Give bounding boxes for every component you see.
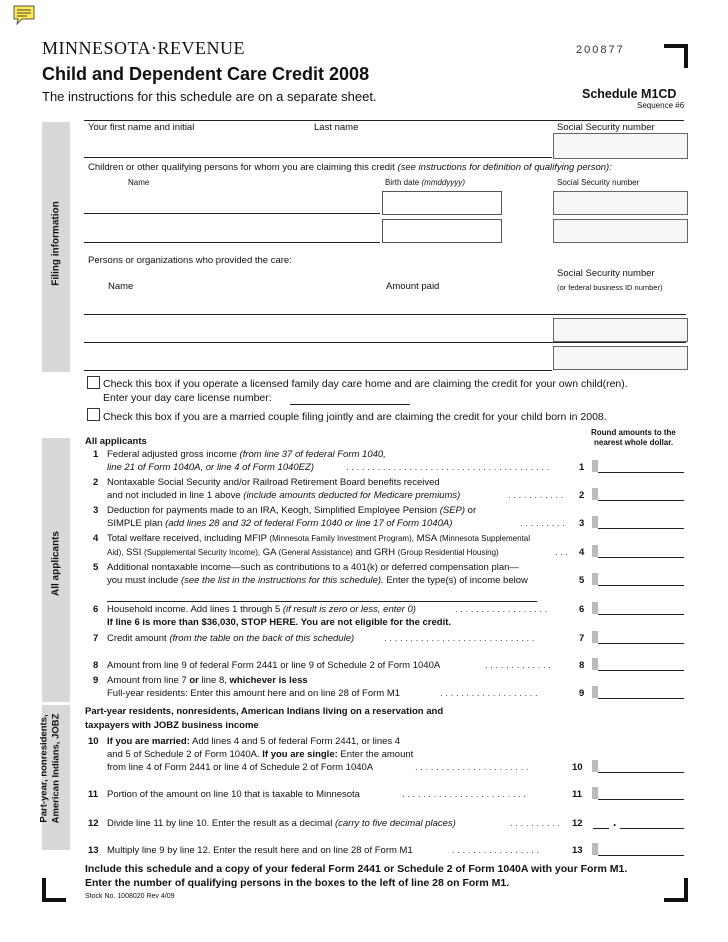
line-10-leader: . . . . . . . . . . . . . . . . . . . . . . — [415, 762, 529, 773]
line-9-line8: line 8, — [201, 675, 227, 686]
line-6-text-a — [107, 604, 416, 615]
line-1-note: (from line 37 of federal Form 1040, — [239, 449, 386, 460]
col-ssn-label: Social Security number — [557, 178, 640, 187]
line-4-ssi-note: (Supplemental Security Income), — [144, 548, 261, 557]
line-10-single: If you are single: — [262, 749, 338, 760]
provider-2-line[interactable] — [84, 342, 686, 343]
line-3-number: 3 — [93, 505, 99, 516]
line-12-decimal-field-b[interactable] — [620, 828, 684, 829]
line-6-ref: 6 — [579, 604, 585, 615]
line-12-decimal-point: . — [613, 815, 617, 829]
line-12-leader: . . . . . . . . . . — [510, 818, 561, 829]
providers-label: Persons or organizations who provided the care: — [88, 255, 292, 266]
born-2008-checkbox[interactable] — [87, 408, 100, 421]
line-3-label: Deduction for payments made to an IRA, Keogh, Simplified Employee Pension — [107, 505, 438, 516]
line-3-text-b — [107, 518, 452, 529]
line-3-simple: SIMPLE plan — [107, 518, 163, 529]
line-7-leader: . . . . . . . . . . . . . . . . . . . . . . . . . . . . . — [384, 633, 535, 644]
line-10-and5: and 5 of Schedule 2 of Form 1040A. — [107, 749, 260, 760]
sidebar-part-year — [38, 705, 70, 850]
sequence-number: Sequence #6 — [637, 101, 685, 110]
your-ssn-field[interactable] — [553, 133, 688, 159]
line-9-or: or — [189, 675, 199, 686]
children-intro-note: (see instructions for definition of qualifying person): — [397, 162, 612, 173]
line-8-ref: 8 — [579, 660, 585, 671]
provider-2-ssn-field[interactable] — [553, 346, 688, 370]
line-1-number: 1 — [93, 449, 99, 460]
line-6-label: Household income. Add lines 1 through 5 — [107, 604, 281, 615]
sidebar-filing — [42, 122, 70, 372]
line-5-ref: 5 — [579, 575, 585, 586]
line-10-number: 10 — [88, 736, 99, 747]
all-applicants-heading: All applicants — [85, 436, 147, 447]
line-10-text-c: from line 4 of Form 2441 or line 4 of Schedule 2 of Form 1040A — [107, 762, 374, 773]
line-4-label: Total welfare received, including MFIP — [107, 533, 267, 544]
line-5-amount-field[interactable] — [598, 585, 684, 586]
line-4-text-b — [107, 547, 499, 558]
sidebar-filing-label: Filing information — [50, 201, 62, 286]
line-13-marker — [592, 843, 598, 855]
line-8-amount-field[interactable] — [598, 670, 684, 671]
born-2008-check-text: Check this box if you are a married couple filing jointly and are claiming the credit for your child born in 2008. — [103, 411, 607, 423]
line-10-married-text: Add lines 4 and 5 of federal Form 2441, or lines 4 — [192, 736, 401, 747]
line-10-text-a — [107, 736, 400, 747]
line-5-text-b — [107, 575, 528, 586]
form-code: 200877 — [576, 44, 625, 56]
line-11-text: Portion of the amount on line 10 that is taxable to Minnesota — [107, 789, 360, 800]
line-4-mfip: (Minnesota Family Investment Program), — [269, 534, 414, 543]
line-3-or: or — [467, 505, 477, 516]
line-12-decimal-field-a[interactable] — [593, 828, 609, 829]
corner-mark-top-right — [664, 44, 688, 68]
daycare-license-label: Enter your day care license number: — [103, 392, 272, 404]
line-9-label: Amount from line 7 — [107, 675, 187, 686]
line-7-label: Credit amount — [107, 633, 167, 644]
line-9-marker — [592, 686, 598, 698]
last-name-label: Last name — [314, 122, 359, 133]
round-note-1: Round amounts to the — [591, 428, 676, 437]
child-2-name-field[interactable] — [84, 242, 380, 243]
line-10-marker — [592, 760, 598, 772]
part-year-heading-1: Part-year residents, nonresidents, American Indians living on a reservation and — [85, 706, 444, 717]
line-2-amount-field[interactable] — [598, 500, 684, 501]
corner-mark-bottom-left — [42, 878, 66, 902]
line-4-aid: Aid), — [107, 548, 124, 557]
line-13-number: 13 — [88, 845, 99, 856]
line-11-marker — [592, 787, 598, 799]
line-11-number: 11 — [88, 789, 99, 800]
line-4-amount-field[interactable] — [598, 557, 684, 558]
rule — [84, 120, 684, 121]
line-12-text — [107, 818, 456, 829]
line-1-ref: 1 — [579, 462, 585, 473]
daycare-checkbox[interactable] — [87, 376, 100, 389]
children-intro — [88, 162, 612, 173]
line-2-number: 2 — [93, 477, 99, 488]
line-4-text-a — [107, 533, 530, 544]
line-10-married: If you are married: — [107, 736, 190, 747]
schedule-name: Schedule M1CD — [582, 87, 677, 101]
sidebar-all-applicants — [42, 438, 70, 702]
sidebar-part-year-label-2: American Indians, JOBZ — [50, 713, 62, 824]
line-2-leader: . . . . . . . . . . . — [508, 490, 564, 501]
prov-name-label: Name — [108, 281, 134, 292]
corner-mark-bottom-right — [664, 878, 688, 902]
note-icon[interactable] — [13, 5, 35, 23]
line-9-leader: . . . . . . . . . . . . . . . . . . . — [440, 688, 538, 699]
line-4-ga-note: (General Assistance) — [278, 548, 353, 557]
line-12-note: (carry to five decimal places) — [334, 818, 456, 829]
line-2-text-b — [107, 490, 460, 501]
line-1-marker — [592, 460, 598, 472]
line-6-amount-field[interactable] — [598, 614, 684, 615]
ssn-label: Social Security number — [557, 122, 655, 133]
page-subtitle: The instructions for this schedule are on a separate sheet. — [42, 89, 377, 104]
line-4-msa-note: (Minnesota Supplemental — [439, 534, 531, 543]
line-7-number: 7 — [93, 633, 99, 644]
child-1-birth-field[interactable] — [382, 191, 502, 215]
line-1-text-b: line 21 of Form 1040A, or line 4 of Form 1040EZ) — [107, 462, 314, 473]
line-5-text-a: Additional nontaxable income—such as contributions to a 401(k) or deferred compensation plan— — [107, 562, 519, 573]
child-1-ssn-field[interactable] — [553, 191, 688, 215]
line-10-amount-field[interactable] — [598, 772, 684, 773]
line-2-note: (include amounts deducted for Medicare premiums) — [243, 490, 461, 501]
line-4-ref: 4 — [579, 547, 585, 558]
prov-ssn-sublabel: (or federal business ID number) — [557, 283, 663, 292]
line-8-marker — [592, 658, 598, 670]
part-year-heading-2: taxpayers with JOBZ business income — [85, 720, 259, 731]
line-7-note: (from the table on the back of this schedule) — [169, 633, 355, 644]
line-8-leader: . . . . . . . . . . . . . — [485, 660, 551, 671]
line-4-marker — [592, 545, 598, 557]
line-6-stop: If line 6 is more than $36,030, STOP HERE. You are not eligible for the credit. — [107, 617, 452, 628]
line-4-number: 4 — [93, 533, 99, 544]
line-9-number: 9 — [93, 675, 99, 686]
line-2-text-a: Nontaxable Social Security and/or Railroad Retirement Board benefits received — [107, 477, 440, 488]
line-8-text: Amount from line 9 of federal Form 2441 or line 9 of Schedule 2 of Form 1040A — [107, 660, 441, 671]
line-8-number: 8 — [93, 660, 99, 671]
line-13-leader: . . . . . . . . . . . . . . . . . — [452, 845, 540, 856]
provider-1-ssn-field[interactable] — [553, 318, 688, 342]
line-2-ref: 2 — [579, 490, 585, 501]
line-2-marker — [592, 488, 598, 500]
line-5-label: you must include — [107, 575, 179, 586]
line-3-sep: (SEP) — [439, 505, 466, 516]
line-10-text-b — [107, 749, 413, 760]
line-9-text-b: Full-year residents: Enter this amount here and on line 28 of Form M1 — [107, 688, 401, 699]
first-name-label: Your first name and initial — [88, 122, 195, 133]
line-4-grh-note: (Group Residential Housing) — [397, 548, 499, 557]
line-5-note: (see the list in the instructions for this schedule). — [180, 575, 384, 586]
line-4-ssi: SSI — [126, 547, 142, 558]
line-3-marker — [592, 516, 598, 528]
line-3-ref: 3 — [579, 518, 585, 529]
line-9-whichever: whichever is less — [229, 675, 308, 686]
line-1-text-a — [107, 449, 386, 460]
org-name: MINNESOTA·REVENUE — [42, 38, 246, 58]
line-9-amount-field[interactable] — [598, 698, 684, 699]
children-intro-text: Children or other qualifying persons for whom you are claiming this credit — [88, 162, 395, 173]
line-2-label: and not included in line 1 above — [107, 490, 241, 501]
line-3-text-a — [107, 505, 476, 516]
line-13-text: Multiply line 9 by line 12. Enter the result here and on line 28 of Form M1 — [107, 845, 413, 856]
line-13-amount-field[interactable] — [598, 855, 684, 856]
line-3-amount-field[interactable] — [598, 528, 684, 529]
prov-amount-label: Amount paid — [386, 281, 440, 292]
line-7-ref: 7 — [579, 633, 585, 644]
col-birth-text: Birth date — [385, 178, 420, 187]
line-7-text — [107, 633, 354, 644]
col-birth-label — [385, 178, 465, 187]
daycare-license-field[interactable] — [290, 404, 410, 405]
line-4-ga: GA — [262, 547, 276, 558]
line-4-grh: and GRH — [355, 547, 396, 558]
line-5-income-type-field[interactable] — [107, 601, 537, 602]
line-6-note: (if result is zero or less, enter 0) — [282, 604, 416, 615]
provider-3-line[interactable] — [84, 370, 552, 371]
footer-instruction-1: Include this schedule and a copy of your federal Form 2441 or Schedule 2 of Form 1040A with your Form M1. — [85, 863, 628, 875]
line-12-ref: 12 — [572, 818, 583, 829]
child-2-ssn-field[interactable] — [553, 219, 688, 243]
col-name-label: Name — [128, 178, 150, 187]
line-1-amount-field[interactable] — [598, 472, 684, 473]
name-input-line[interactable] — [84, 157, 552, 158]
line-4-msa: MSA — [416, 533, 437, 544]
line-5-marker — [592, 573, 598, 585]
line-6-marker — [592, 602, 598, 614]
page-title: Child and Dependent Care Credit 2008 — [42, 64, 370, 84]
sidebar-all-applicants-label: All applicants — [50, 531, 62, 597]
line-6-leader: . . . . . . . . . . . . . . . . . . — [455, 604, 548, 615]
daycare-check-text: Check this box if you operate a licensed family day care home and are claiming the credit for your own child(ren). — [103, 378, 628, 390]
line-10-enter: Enter the amount — [340, 749, 414, 760]
child-2-birth-field[interactable] — [382, 219, 502, 243]
line-3-note: (add lines 28 and 32 of federal Form 1040 or line 17 of Form 1040A) — [165, 518, 453, 529]
round-note-2: nearest whole dollar. — [594, 438, 674, 447]
line-12-label: Divide line 11 by line 10. Enter the result as a decimal — [107, 818, 333, 829]
child-1-name-field[interactable] — [84, 213, 380, 214]
sidebar-part-year-label-1: Part-year, nonresidents, — [38, 714, 50, 823]
prov-ssn-label: Social Security number — [557, 268, 655, 279]
line-5-enter: Enter the type(s) of income below — [386, 575, 528, 586]
line-11-ref: 11 — [572, 789, 583, 800]
line-10-ref: 10 — [572, 762, 583, 773]
line-5-number: 5 — [93, 562, 99, 573]
line-7-marker — [592, 631, 598, 643]
provider-1-line[interactable] — [84, 314, 686, 315]
line-13-ref: 13 — [572, 845, 583, 856]
col-birth-format: (mmddyyyy) — [421, 178, 466, 187]
line-9-ref: 9 — [579, 688, 585, 699]
line-12-number: 12 — [88, 818, 99, 829]
line-4-leader: . . . — [555, 547, 569, 558]
stock-number: Stock No. 1008020 Rev 4/09 — [85, 893, 175, 900]
line-7-amount-field[interactable] — [598, 643, 684, 644]
line-1-leader: . . . . . . . . . . . . . . . . . . . . . . . . . . . . . . . . . . . . . . . — [346, 462, 550, 473]
line-9-text-a — [107, 675, 308, 686]
footer-instruction-2: Enter the number of qualifying persons in the boxes to the left of line 28 on Form M1. — [85, 877, 510, 889]
line-3-leader: . . . . . . . . . — [520, 518, 565, 529]
line-6-number: 6 — [93, 604, 99, 615]
line-1-label: Federal adjusted gross income — [107, 449, 237, 460]
line-11-leader: . . . . . . . . . . . . . . . . . . . . . . . . — [402, 789, 527, 800]
line-11-amount-field[interactable] — [598, 799, 684, 800]
